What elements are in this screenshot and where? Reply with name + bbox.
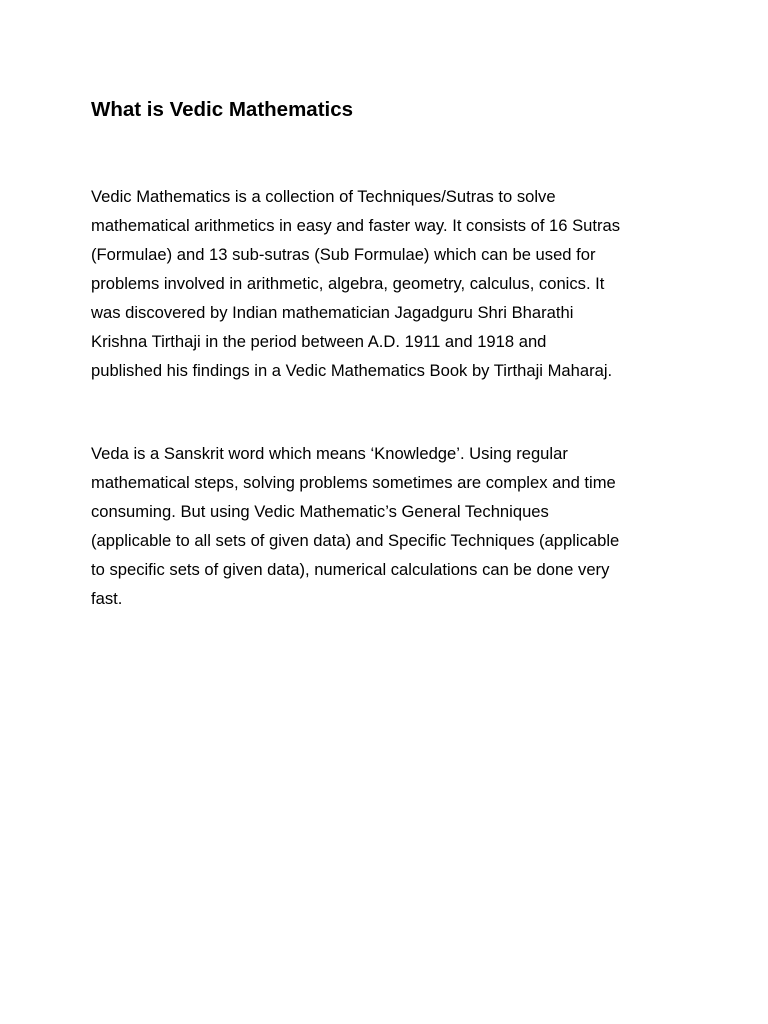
paragraph-line: problems involved in arithmetic, algebra, geometry, calculus, conics. It	[91, 274, 605, 293]
paragraph-line: (applicable to all sets of given data) and Specific Techniques (applicable	[91, 531, 620, 550]
paragraph-line: to specific sets of given data), numerical calculations can be done very	[91, 560, 610, 579]
paragraph-line: fast.	[91, 589, 123, 608]
paragraph-line: (Formulae) and 13 sub-sutras (Sub Formulae) which can be used for	[91, 245, 596, 264]
paragraph-line: consuming. But using Vedic Mathematic’s General Techniques	[91, 502, 549, 521]
paragraph-line: was discovered by Indian mathematician Jagadguru Shri Bharathi	[91, 303, 574, 322]
paragraph-line: mathematical arithmetics in easy and faster way. It consists of 16 Sutras	[91, 216, 621, 235]
paragraph-line: published his findings in a Vedic Mathematics Book by Tirthaji Maharaj.	[91, 361, 613, 380]
paragraph-line: Veda is a Sanskrit word which means ‘Knowledge’. Using regular	[91, 444, 568, 463]
page-title: What is Vedic Mathematics	[91, 98, 354, 121]
paragraph-introduction	[91, 182, 620, 385]
paragraph-veda-meaning	[91, 439, 619, 613]
paragraph-line: Krishna Tirthaji in the period between A.D. 1911 and 1918 and	[91, 332, 547, 351]
paragraph-line: mathematical steps, solving problems sometimes are complex and time	[91, 473, 616, 492]
paragraph-line: Vedic Mathematics is a collection of Techniques/Sutras to solve	[91, 187, 556, 206]
